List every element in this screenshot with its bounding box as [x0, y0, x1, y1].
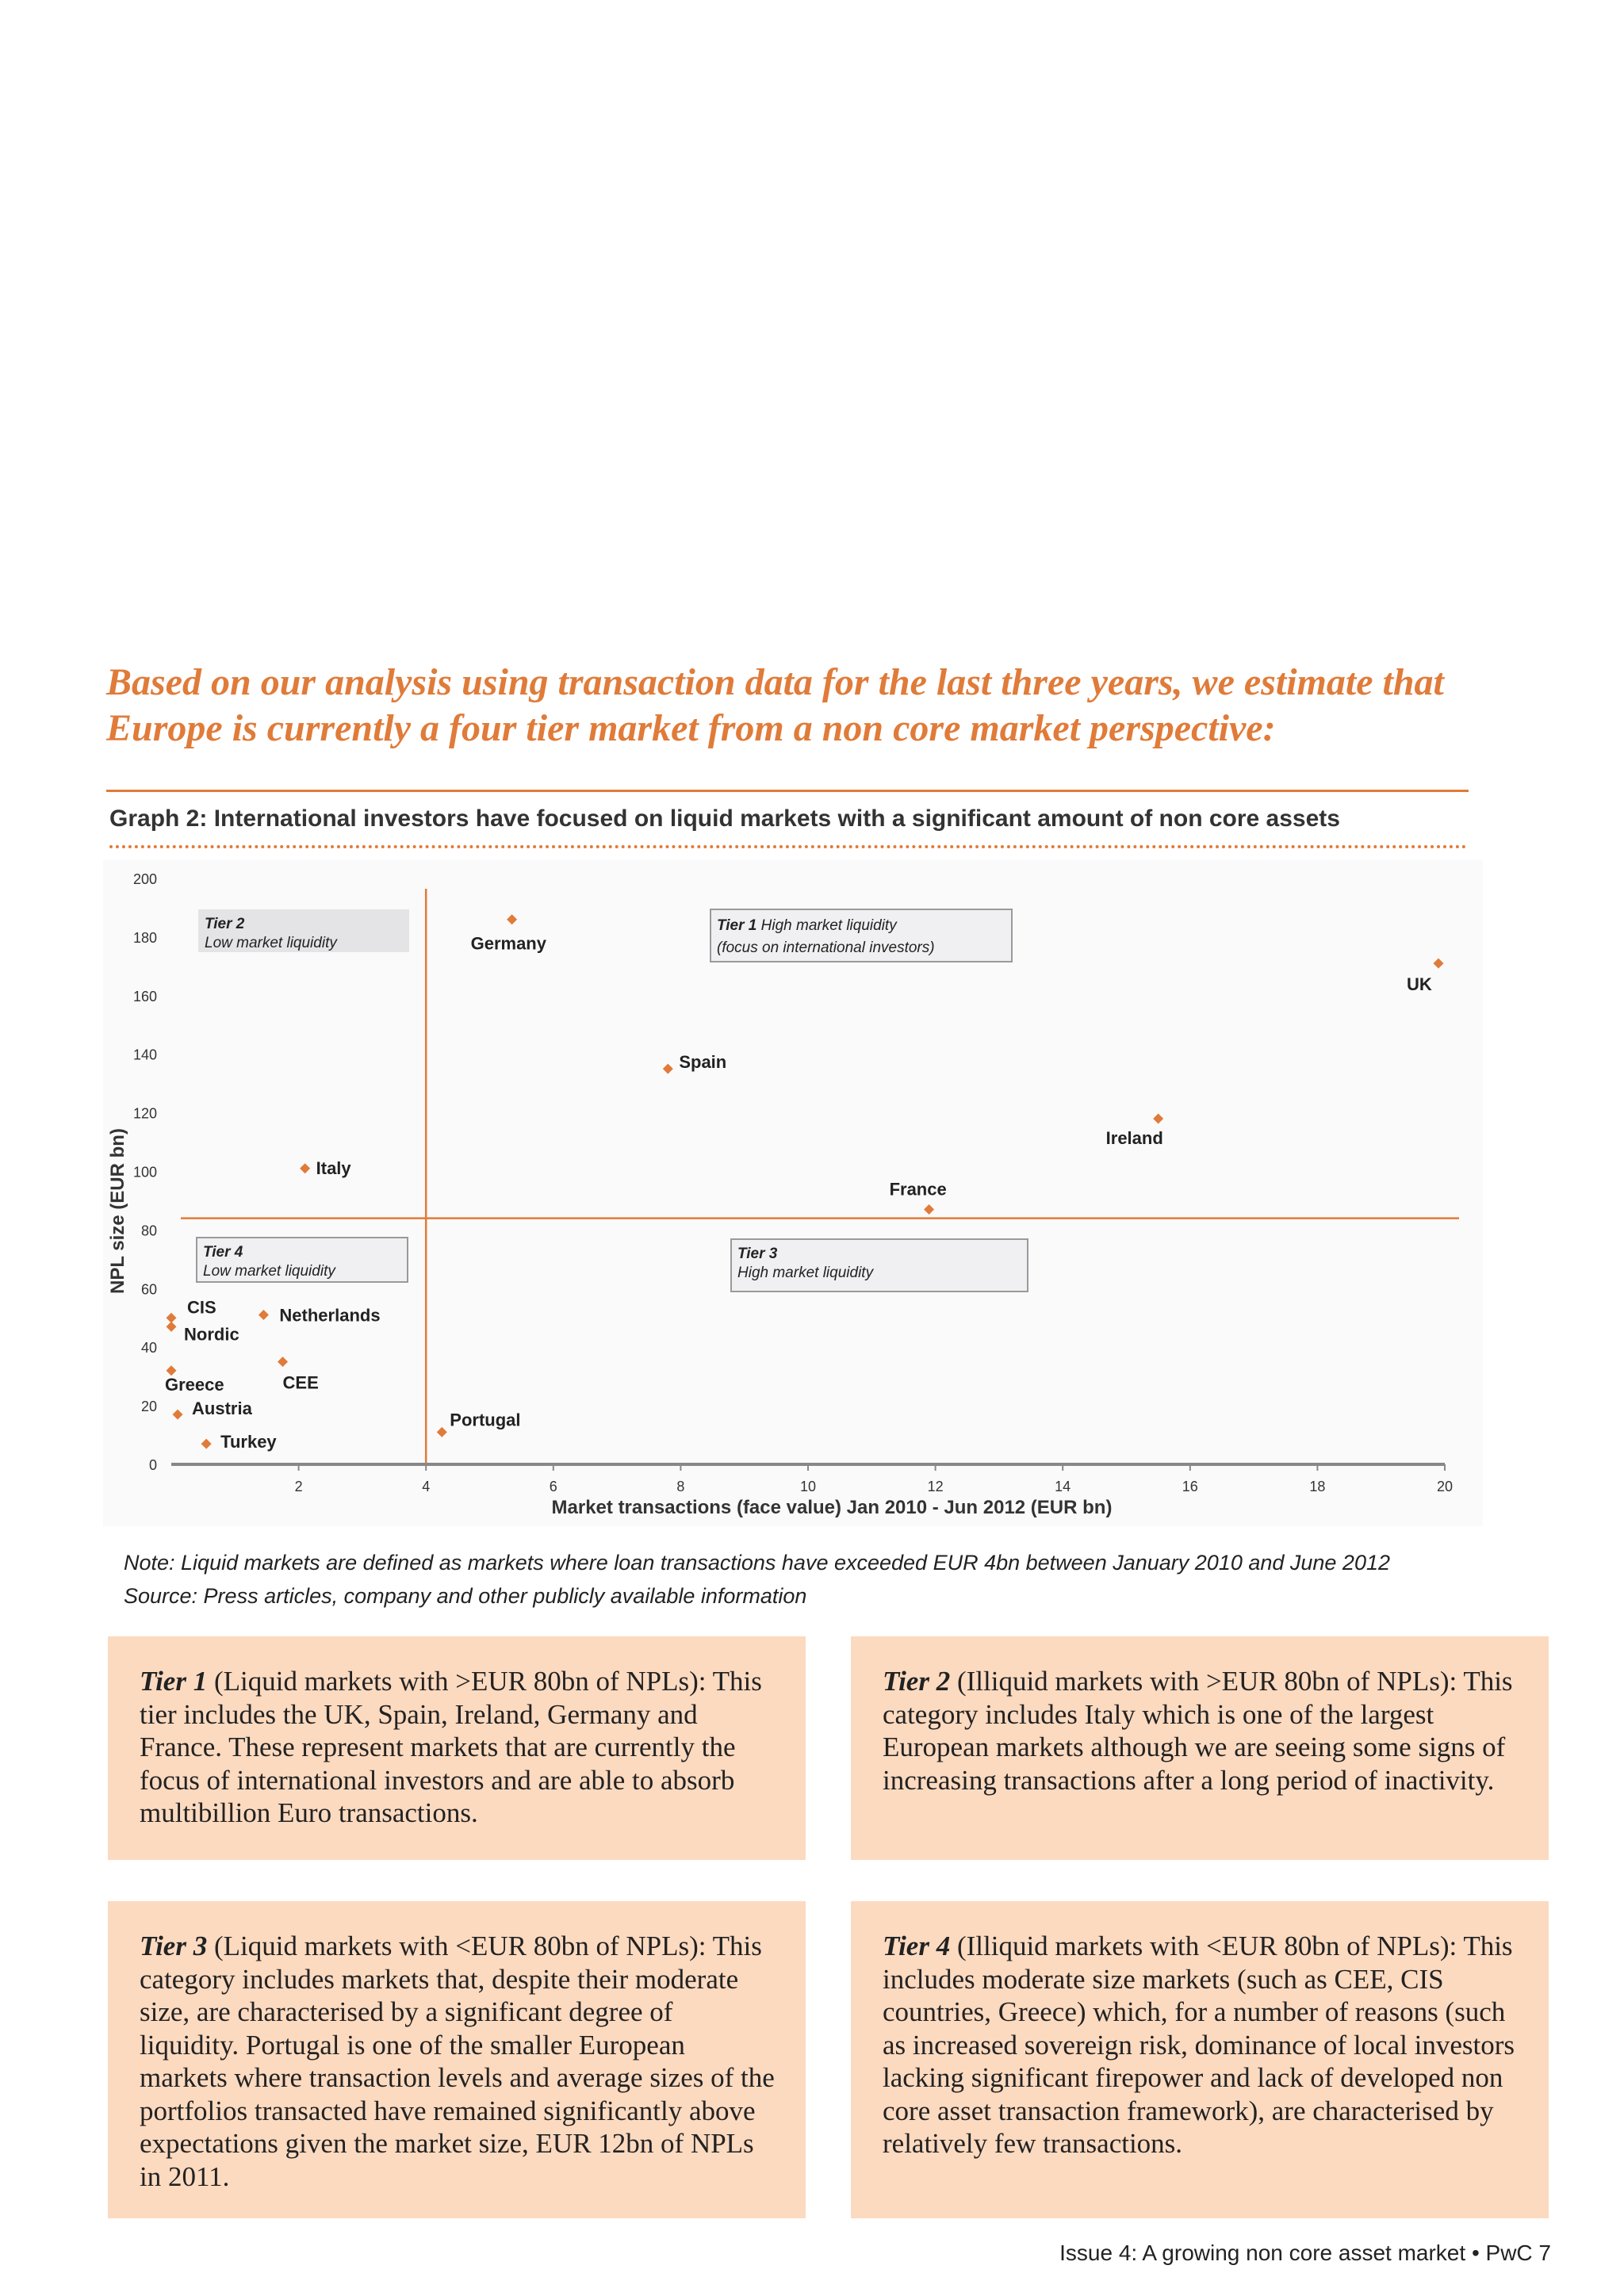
point-label-ireland: Ireland	[1105, 1127, 1163, 1148]
point-label-cis: CIS	[187, 1297, 216, 1318]
tier-1-name: Tier 1	[140, 1666, 208, 1697]
x-tick-label: 2	[294, 1479, 303, 1494]
tier-4-name: Tier 4	[883, 1931, 951, 1961]
y-tick-label: 0	[148, 1457, 157, 1473]
tier-1-box	[108, 1636, 806, 1860]
x-axis-label: Market transactions (face value) Jan 2010 - Jun 2012 (EUR bn)	[551, 1497, 1113, 1518]
y-tick-label: 80	[140, 1223, 157, 1239]
x-tick-label: 8	[676, 1479, 685, 1494]
tier-box-subtitle: Low market liquidity	[203, 1263, 335, 1280]
point-label-nordic: Nordic	[184, 1324, 239, 1345]
tier-box-title: Tier 4	[203, 1244, 243, 1261]
x-tick-label: 12	[927, 1479, 944, 1494]
graph-title: Graph 2: International investors have focused on liquid markets with a significant amount of non core assets	[109, 806, 1340, 832]
tier-4-text: (Illiquid markets with <EUR 80bn of NPLs): This includes moderate size markets (such as CEE, CIS countries, Greece) which, for a number of reasons (such as increased sovereign risk, dominance of local investors lacking significant firepower and lack of developed non core asset transaction framework), are characterised by relatively few transactions.	[883, 1931, 1515, 2159]
point-label-germany: Germany	[470, 933, 546, 954]
point-label-austria: Austria	[192, 1399, 252, 1419]
point-germany	[507, 914, 517, 924]
point-italy	[300, 1163, 310, 1173]
point-label-turkey: Turkey	[220, 1432, 277, 1452]
point-uk	[1433, 959, 1443, 969]
point-cis	[167, 1313, 177, 1323]
x-tick-label: 6	[549, 1479, 557, 1494]
headline: Based on our analysis using transaction data for the last three years, we estimate that Europe is currently a four tier market from a non core market perspective:	[106, 661, 1444, 749]
y-tick-label: 100	[132, 1164, 157, 1181]
tier-3-text: (Liquid markets with <EUR 80bn of NPLs): This category includes markets that, despite their moderate size, are characterised by a significant degree of liquidity. Portugal is one of the smaller European markets where transaction levels and average sizes of the portfolios transacted have remained significantly above expectations given the market size, EUR 12bn of NPLs in 2011.	[140, 1931, 775, 2192]
point-france	[924, 1204, 934, 1215]
tier-box-subtitle2: (focus on international investors)	[717, 939, 935, 956]
y-tick-label: 120	[132, 1105, 157, 1122]
y-tick-label: 140	[132, 1047, 157, 1063]
point-label-france: France	[889, 1179, 947, 1200]
tier-box-label: Tier 1 High market liquidity	[717, 917, 897, 934]
x-tick-label: 20	[1436, 1479, 1454, 1494]
divider-rule	[106, 790, 1469, 792]
point-label-italy: Italy	[316, 1158, 351, 1178]
x-tick-label: 16	[1182, 1479, 1198, 1494]
tier-box-subtitle: High market liquidity	[737, 1265, 874, 1281]
dotted-divider	[109, 845, 1467, 848]
y-tick-label: 20	[140, 1399, 157, 1415]
point-label-cee: CEE	[282, 1372, 319, 1393]
tier-1-text: (Liquid markets with >EUR 80bn of NPLs): This tier includes the UK, Spain, Ireland, Germany and France. These represent markets that are currently the focus of international investors and are able to absorb multibillion Euro transactions.	[140, 1666, 762, 1828]
point-portugal	[437, 1427, 447, 1437]
point-label-uk: UK	[1406, 974, 1432, 995]
point-label-portugal: Portugal	[450, 1410, 521, 1430]
tier-2-text: (Illiquid markets with >EUR 80bn of NPLs): This category includes Italy which is one of the largest European markets although we are seeing some signs of increasing transactions after a long period of inactivity.	[883, 1666, 1513, 1796]
y-tick-label: 160	[132, 988, 157, 1004]
tier-2-name: Tier 2	[883, 1666, 951, 1697]
scatter-chart	[103, 860, 1483, 1526]
y-axis-label: NPL size (EUR bn)	[107, 1128, 128, 1294]
point-austria	[173, 1410, 183, 1420]
point-label-netherlands: Netherlands	[279, 1305, 381, 1326]
y-tick-label: 60	[140, 1281, 157, 1298]
tier-3-name: Tier 3	[140, 1931, 208, 1961]
point-ireland	[1153, 1113, 1163, 1123]
y-tick-label: 200	[132, 871, 157, 887]
point-nordic	[167, 1322, 177, 1332]
tier-4-box	[851, 1901, 1549, 2218]
point-cee	[278, 1357, 288, 1367]
tier-box-title: Tier 3	[737, 1246, 778, 1262]
point-label-spain: Spain	[679, 1052, 727, 1073]
tier-3-box	[108, 1901, 806, 2218]
tier-box-title: Tier 2	[205, 916, 245, 932]
x-tick-label: 14	[1055, 1479, 1071, 1494]
x-tick-label: 10	[799, 1479, 817, 1494]
page-footer: Issue 4: A growing non core asset market • PwC 7	[1059, 2241, 1551, 2265]
chart-area	[103, 860, 1483, 1526]
tier-box-subtitle: Low market liquidity	[205, 935, 337, 951]
point-turkey	[201, 1439, 212, 1449]
tier-2-box	[851, 1636, 1549, 1860]
chart-source: Source: Press articles, company and other publicly available information	[124, 1584, 807, 1608]
point-label-greece: Greece	[165, 1374, 224, 1395]
point-spain	[663, 1064, 673, 1074]
point-netherlands	[259, 1310, 269, 1320]
chart-note: Note: Liquid markets are defined as markets where loan transactions have exceeded EUR 4bn between January 2010 and June 2012	[124, 1551, 1390, 1575]
y-tick-label: 40	[140, 1340, 157, 1357]
y-tick-label: 180	[132, 929, 157, 946]
x-tick-label: 4	[422, 1479, 431, 1494]
x-tick-label: 18	[1309, 1479, 1326, 1494]
